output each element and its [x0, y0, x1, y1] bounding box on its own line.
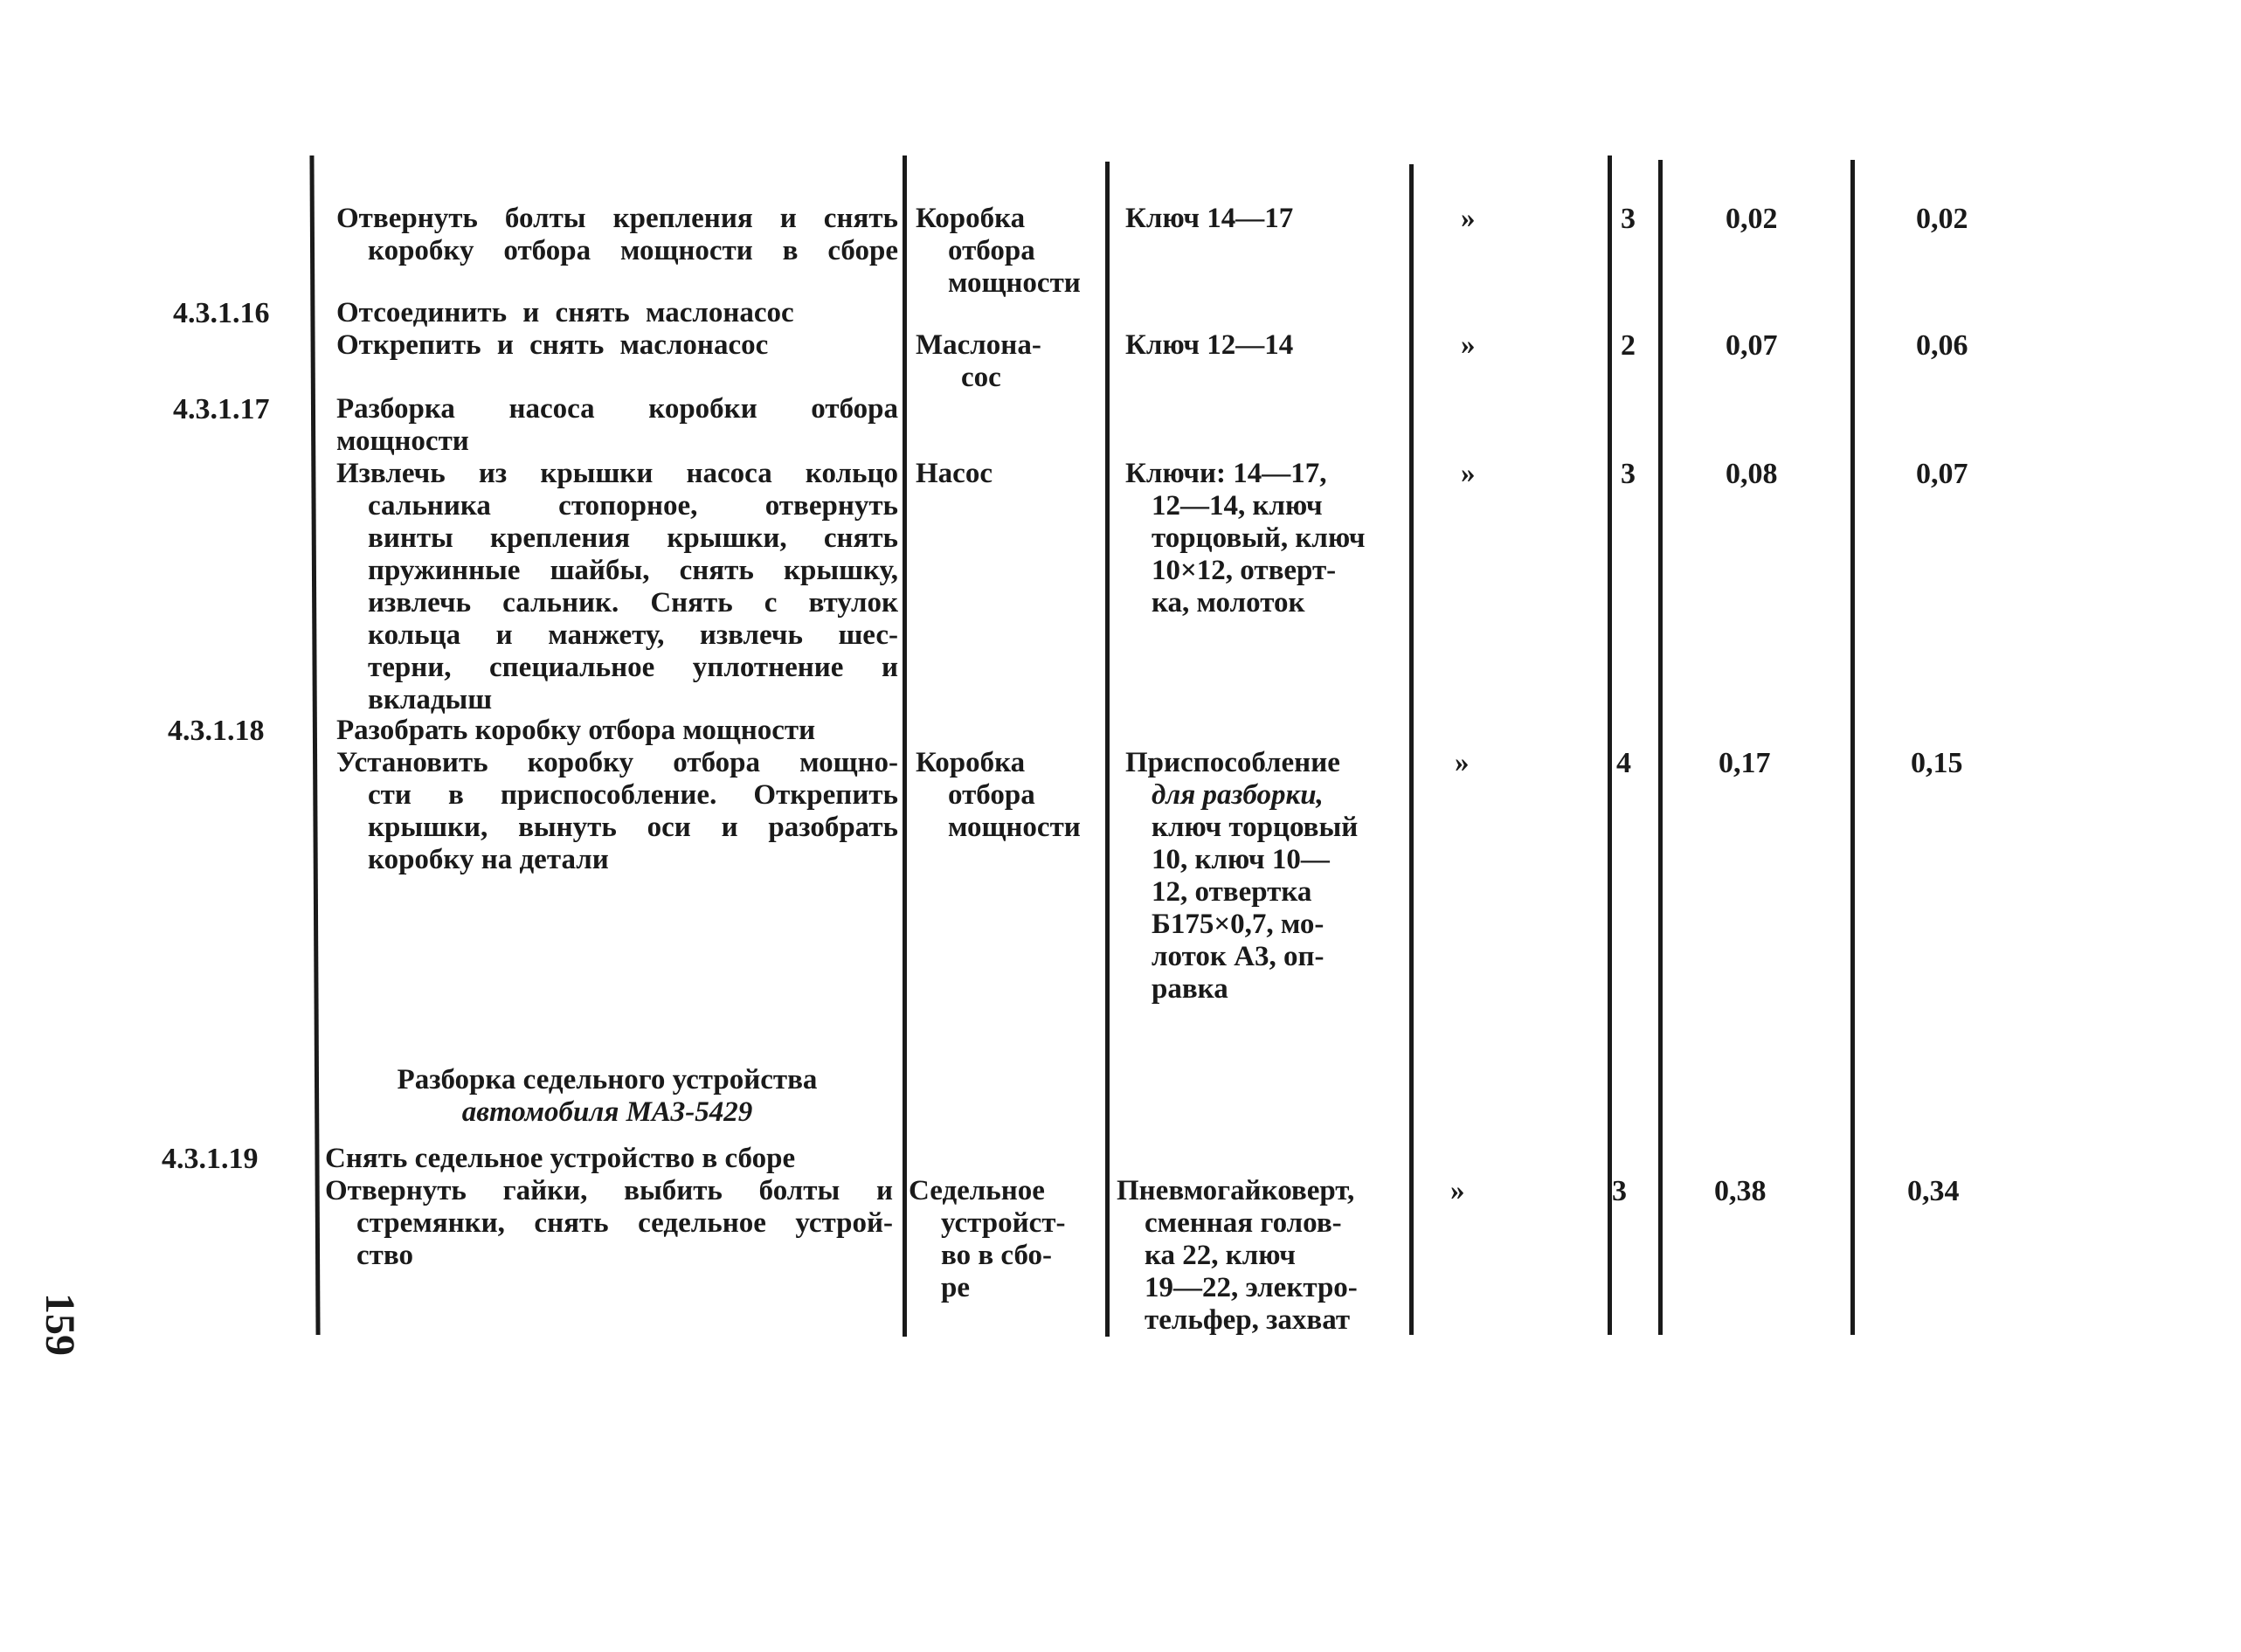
object-text: устройст- — [941, 1207, 1066, 1239]
column-rule-6 — [1658, 160, 1663, 1335]
grade-value: 3 — [1621, 458, 1636, 490]
object-text: Коробка — [916, 203, 1026, 234]
tool-text: Ключи: 14—17, — [1125, 458, 1327, 489]
object-text: мощности — [948, 267, 1081, 299]
operation-text: кольца и манжету, извлечь шес- — [368, 619, 898, 651]
column-rule-3 — [1105, 162, 1110, 1337]
tool-text: тельфер, захват — [1145, 1304, 1351, 1336]
object-text: Коробка — [916, 747, 1026, 778]
tool-text: лоток А3, оп- — [1152, 941, 1325, 972]
tool-text: ка, молоток — [1152, 587, 1305, 619]
grade-value: 4 — [1616, 747, 1631, 779]
object-text: сос — [961, 362, 1001, 393]
object-text: отбора — [948, 235, 1035, 266]
operation-text: крышки, вынуть оси и разобрать — [368, 812, 898, 843]
tool-text: 12—14, ключ — [1152, 490, 1323, 522]
item-code: 4.3.1.16 — [173, 297, 270, 329]
tool-text: сменная голов- — [1145, 1207, 1342, 1239]
operation-text: ство — [356, 1240, 413, 1271]
operation-text: стремянки, снять седельное устрой- — [356, 1207, 893, 1239]
norm-b-value: 0,02 — [1916, 203, 1968, 235]
operation-text: Установить коробку отбора мощно- — [336, 747, 898, 778]
section-heading-line-2: автомобиля МАЗ-5429 — [461, 1096, 753, 1128]
norm-a-value: 0,07 — [1726, 329, 1778, 362]
section-heading-line-1: Разборка седельного устройства — [397, 1064, 818, 1096]
item-code: 4.3.1.17 — [173, 393, 270, 425]
tool-text: равка — [1152, 973, 1228, 1005]
column-rule-1 — [309, 156, 320, 1335]
tool-text: Б175×0,7, мо- — [1152, 909, 1325, 940]
tool-text: 10×12, отверт- — [1152, 555, 1337, 586]
norm-b-value: 0,34 — [1907, 1175, 1960, 1207]
tool-text: для разборки, — [1152, 779, 1324, 811]
operation-text: винты крепления крышки, снять — [368, 522, 898, 554]
item-code: 4.3.1.19 — [162, 1143, 259, 1175]
ditto-mark: » — [1455, 747, 1470, 778]
page-number: 159 — [37, 1293, 83, 1356]
operation-text: Отсоединить и снять маслонасос — [336, 297, 794, 328]
operation-text: Разобрать коробку отбора мощности — [336, 715, 816, 746]
operation-text: Отвернуть гайки, выбить болты и — [325, 1175, 893, 1206]
norm-a-value: 0,08 — [1726, 458, 1778, 490]
operation-text: извлечь сальник. Снять с втулок — [368, 587, 898, 619]
tool-text: 12, отвертка — [1152, 876, 1312, 908]
column-rule-5 — [1608, 156, 1612, 1335]
operation-text: Извлечь из крышки насоса кольцо — [336, 458, 898, 489]
tool-text: Приспособление — [1125, 747, 1340, 778]
operation-text: сти в приспособление. Открепить — [368, 779, 898, 811]
operation-text: терни, специальное уплотнение и — [368, 652, 898, 683]
norm-b-value: 0,15 — [1911, 747, 1963, 779]
object-text: Насос — [916, 458, 993, 489]
object-text: Маслона- — [916, 329, 1041, 361]
object-text: ре — [941, 1272, 970, 1303]
tool-text: ка 22, ключ — [1145, 1240, 1296, 1271]
tool-text: 10, ключ 10— — [1152, 844, 1330, 875]
tool-text: торцовый, ключ — [1152, 522, 1366, 554]
norm-a-value: 0,17 — [1719, 747, 1771, 779]
norm-b-value: 0,07 — [1916, 458, 1968, 490]
tool-text: ключ торцовый — [1152, 812, 1359, 843]
item-code: 4.3.1.18 — [168, 715, 265, 747]
tool-text: Пневмогайковерт, — [1117, 1175, 1355, 1206]
operation-text: коробку на детали — [368, 844, 609, 875]
grade-value: 2 — [1621, 329, 1636, 362]
tool-text: Ключ 12—14 — [1125, 329, 1294, 361]
column-rule-2 — [903, 156, 907, 1337]
operation-text: Разборка насоса коробки отбора — [336, 393, 898, 425]
grade-value: 3 — [1612, 1175, 1627, 1207]
section-heading — [323, 1064, 891, 1129]
operation-text: вкладыш — [368, 684, 493, 715]
operation-text: Открепить и снять маслонасос — [336, 329, 769, 361]
object-text: во в сбо- — [941, 1240, 1053, 1271]
ditto-mark: » — [1450, 1175, 1465, 1206]
object-text: мощности — [948, 812, 1081, 843]
norm-a-value: 0,38 — [1714, 1175, 1767, 1207]
tool-text: Ключ 14—17 — [1125, 203, 1294, 234]
object-text: Седельное — [909, 1175, 1045, 1206]
ditto-mark: » — [1461, 203, 1476, 234]
operation-text: пружинные шайбы, снять крышку, — [368, 555, 898, 586]
tool-text: 19—22, электро- — [1145, 1272, 1358, 1303]
norm-a-value: 0,02 — [1726, 203, 1778, 235]
norm-b-value: 0,06 — [1916, 329, 1968, 362]
ditto-mark: » — [1461, 329, 1476, 361]
ditto-mark: » — [1461, 458, 1476, 489]
column-rule-4 — [1409, 164, 1414, 1335]
operation-text: коробку отбора мощности в сборе — [368, 235, 898, 266]
object-text: отбора — [948, 779, 1035, 811]
operation-text: Отвернуть болты крепления и снять — [336, 203, 898, 234]
operation-text: сальника стопорное, отвернуть — [368, 490, 898, 522]
column-rule-7 — [1850, 160, 1855, 1335]
grade-value: 3 — [1621, 203, 1636, 235]
operation-text: Снять седельное устройство в сборе — [325, 1143, 796, 1174]
operation-text: мощности — [336, 425, 469, 457]
